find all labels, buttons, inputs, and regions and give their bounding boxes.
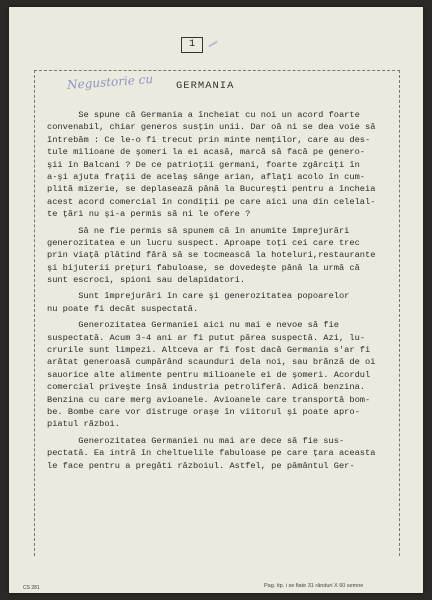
text-line: prin viaţă plătind fără să se tocmească la hoteluri,restaurante bbox=[47, 250, 376, 261]
handwritten-note: Negustorie cu bbox=[66, 72, 154, 92]
pen-mark bbox=[208, 41, 218, 48]
text-line: Generozitatea Germaniei aici nu mai e nevoe să fie bbox=[47, 320, 339, 331]
text-line: a-şi ajuta fraţii de acelaş sânge arian, aflaţi acolo în cum- bbox=[47, 171, 366, 182]
text-line: generozitatea e un lucru suspect. Aproape toţi cei care trec bbox=[47, 237, 360, 248]
text-line: te ţări nu şi-a permis să ni le ofere ? bbox=[47, 209, 251, 220]
document-sheet bbox=[9, 7, 423, 593]
document-body bbox=[47, 109, 399, 472]
text-line: şi bijuterii preţuri fabuloase, se dovedeşte până la urmă că bbox=[47, 262, 360, 273]
text-line: plită mizerie, se deplasează până la Bucureşti pentru a încheia bbox=[47, 184, 376, 195]
text-line: convenabil, chiar generos susţin unii. Dar oă ni se dea voie să bbox=[47, 122, 376, 133]
text-line: le face pentru a pregăti războiul. Astfel, pe pământul Ger- bbox=[47, 460, 355, 471]
text-line: arătat generoasă cumpărând scaunduri dela noi, sau brânză de oi bbox=[47, 357, 376, 368]
text-line: nu poate fi decât suspectată. bbox=[47, 303, 199, 314]
page-footer: Pag. tip. i se fiate 31 rânduri X 60 semne bbox=[264, 583, 364, 589]
text-line: Generozitatea Germaniei nu mai are dece să fie sus- bbox=[47, 435, 345, 446]
text-line: Se spune că Germania a încheiat cu noi un acord foarte bbox=[47, 110, 360, 120]
text-line: comercial priveşte însă industria petroliferă. Adică benzina. bbox=[47, 382, 366, 393]
text-line: crurile sunt limpezi. Altceva ar fi fost dacă Germania s'ar fi bbox=[47, 345, 371, 356]
document-title: GERMANIA bbox=[176, 80, 235, 92]
text-line: Să ne fie permis să spunem că în anumite împrejurări bbox=[47, 225, 350, 236]
text-line: Sunt împrejurări în care şi generozitatea popoarelor bbox=[47, 291, 350, 302]
text-line: acest acord comercial în condiţii pe care aici una din celelal- bbox=[47, 196, 376, 207]
text-line: pectată. Ea intră în cheltuelile fabuloase pe care ţara aceasta bbox=[47, 448, 376, 459]
text-line: sauorice alte alimente pentru milioanele ei de şomeri. Acordul bbox=[47, 369, 371, 380]
text-line: piatul război. bbox=[47, 419, 120, 430]
text-line: Benzina cu care merg avioanele. Avioanele care transportă bom- bbox=[47, 394, 371, 405]
text-line: întrebăm : Ce le-o fi trecut prin minte nemţilor, care au des- bbox=[47, 134, 371, 145]
text-line: tule milioane de şomeri la ei acasă, marcă să facă pe genero- bbox=[47, 147, 366, 158]
text-line: sunt escroci, spioni sau delapidatori. bbox=[47, 275, 246, 286]
page-number-box: 1 bbox=[181, 37, 203, 53]
archive-stamp: CS 281 bbox=[23, 585, 40, 591]
text-line: suspectată. Acum 3-4 ani ar fi putut părea suspectă. Azi, lu- bbox=[47, 332, 366, 343]
text-line: şii în Balcani ? De ce patrioţii germani, foarte zgârciţi în bbox=[47, 159, 360, 170]
text-line: be. Bombe care vor distruge oraşe în viitorul şi poate apro- bbox=[47, 406, 360, 417]
